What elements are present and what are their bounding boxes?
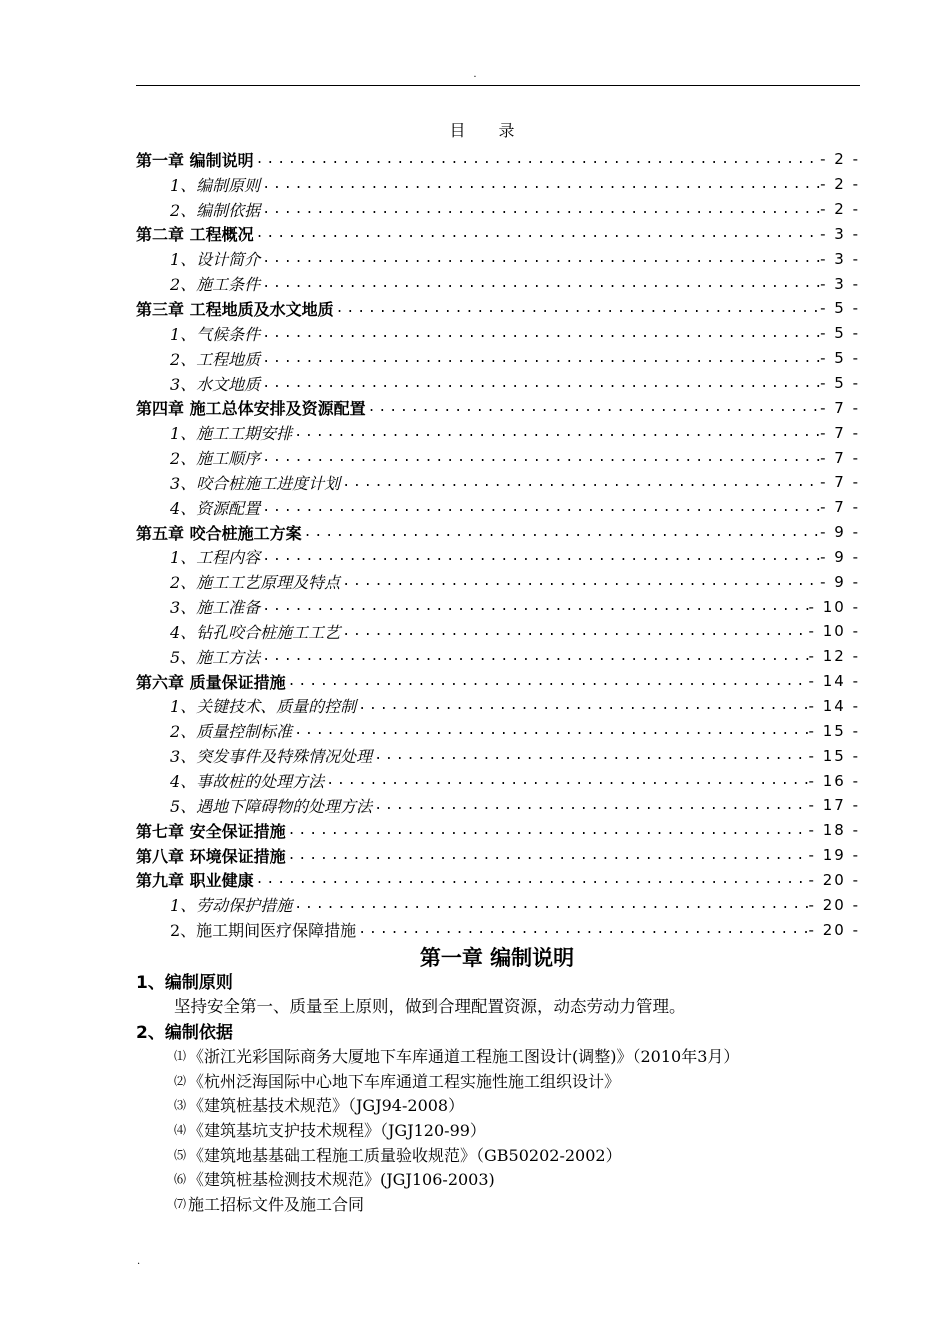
toc-page-number: - 20 - <box>808 870 860 889</box>
toc-entry-text: 1、施工工期安排 <box>170 424 293 444</box>
toc-leader-dots <box>286 848 809 863</box>
toc-page-number: - 7 - <box>820 448 860 467</box>
toc-page-number: - 9 - <box>820 572 860 591</box>
reference-text: 《建筑基坑支护技术规程》（JGJ120-99） <box>188 1120 486 1140</box>
reference-text: 《建筑桩基技术规范》（JGJ94-2008） <box>188 1096 465 1116</box>
toc-section-entry[interactable] <box>136 172 860 197</box>
toc-leader-dots <box>356 698 808 713</box>
toc-section-entry[interactable] <box>136 445 860 470</box>
toc-entry-text: 第三章 工程地质及水文地质 <box>136 299 334 319</box>
toc-entry-text: 5、遇地下障碍物的处理方法 <box>170 796 373 816</box>
toc-leader-dots <box>340 624 808 639</box>
toc-entry-text: 2、施工工艺原理及特点 <box>170 573 341 593</box>
reference-number: ⑺ <box>174 1196 187 1211</box>
toc-page-number: - 9 - <box>820 523 860 542</box>
toc-leader-dots <box>260 351 820 366</box>
toc-entry-text: 第二章 工程概况 <box>136 225 254 245</box>
toc-entry-text: 第七章 安全保证措施 <box>136 821 286 841</box>
toc-entry-text: 1、工程内容 <box>170 548 261 568</box>
toc-leader-dots <box>260 649 808 664</box>
toc-leader-dots <box>292 723 808 738</box>
toc-section-entry[interactable] <box>136 768 860 793</box>
toc-page-number: - 5 - <box>820 299 860 318</box>
section-heading-principles: 1、编制原则 <box>136 973 233 993</box>
toc-entry-text: 1、编制原则 <box>170 175 261 195</box>
toc-entry-text: 4、事故桩的处理方法 <box>170 772 325 792</box>
toc-page-number: - 19 - <box>808 846 860 865</box>
toc-leader-dots <box>260 549 820 564</box>
toc-section-entry[interactable] <box>136 718 860 743</box>
toc-leader-dots <box>260 599 808 614</box>
header-rule <box>136 85 860 86</box>
reference-number: ⑹ <box>174 1172 187 1187</box>
toc-section-entry[interactable] <box>136 743 860 768</box>
toc-entry-text: 第四章 施工总体安排及资源配置 <box>136 399 366 419</box>
toc-entry-text: 第五章 咬合桩施工方案 <box>136 523 302 543</box>
toc-leader-dots <box>260 177 820 192</box>
toc-entry-text: 3、突发事件及特殊情况处理 <box>170 747 373 767</box>
toc-page-number: - 3 - <box>820 249 860 268</box>
toc-section-entry[interactable] <box>136 594 860 619</box>
toc-leader-dots <box>254 226 821 241</box>
toc-page-number: - 2 - <box>820 150 860 169</box>
toc-section-entry[interactable] <box>136 495 860 520</box>
toc-title: 目 录 <box>449 121 529 140</box>
toc-section-entry[interactable] <box>136 545 860 570</box>
toc-page-number: - 7 - <box>820 473 860 492</box>
toc-entry-text: 第八章 环境保证措施 <box>136 846 286 866</box>
toc-leader-dots <box>324 773 808 788</box>
reference-item <box>174 1092 739 1117</box>
toc-chapter-entry[interactable] <box>136 669 860 694</box>
toc-entry-text: 3、施工准备 <box>170 598 261 618</box>
toc-section-entry[interactable] <box>136 793 860 818</box>
toc-leader-dots <box>366 400 821 415</box>
toc-leader-dots <box>254 152 821 167</box>
toc-entry-text: 5、施工方法 <box>170 647 261 667</box>
toc-entry-text: 2、施工期间医疗保障措施 <box>170 921 357 941</box>
toc-page-number: - 17 - <box>808 796 860 815</box>
toc-leader-dots <box>286 674 809 689</box>
toc-entry-text: 2、工程地质 <box>170 349 261 369</box>
toc-chapter-entry[interactable] <box>136 222 860 247</box>
toc-leader-dots <box>302 525 821 540</box>
toc-section-entry[interactable] <box>136 197 860 222</box>
reference-item <box>174 1068 739 1093</box>
toc-chapter-entry[interactable] <box>136 395 860 420</box>
toc-section-entry[interactable] <box>136 246 860 271</box>
footer-mark: . <box>137 1256 141 1267</box>
toc-leader-dots <box>356 922 808 937</box>
toc-section-entry[interactable] <box>136 644 860 669</box>
toc-chapter-entry[interactable] <box>136 867 860 892</box>
reference-number: ⑷ <box>174 1122 187 1137</box>
toc-entry-text: 1、气候条件 <box>170 324 261 344</box>
toc-chapter-entry[interactable] <box>136 147 860 172</box>
toc-section-entry[interactable] <box>136 420 860 445</box>
toc-entry-text: 4、资源配置 <box>170 498 261 518</box>
section-paragraph-principles: 坚持安全第一、质量至上原则，做到合理配置资源，动态劳动力管理。 <box>174 997 686 1016</box>
toc-leader-dots <box>260 276 820 291</box>
toc-entry-text: 2、施工顺序 <box>170 449 261 469</box>
reference-number: ⑸ <box>174 1147 187 1162</box>
toc-leader-dots <box>260 376 820 391</box>
toc-leader-dots <box>260 450 820 465</box>
toc-leader-dots <box>254 872 809 887</box>
toc-section-entry[interactable] <box>136 470 860 495</box>
toc-entry-text: 1、设计简介 <box>170 250 261 270</box>
reference-text: 《建筑地基基础工程施工质量验收规范》（GB50202-2002） <box>188 1145 622 1165</box>
toc-page-number: - 5 - <box>820 349 860 368</box>
chapter-title: 第一章 编制说明 <box>419 946 575 970</box>
toc-entry-text: 第一章 编制说明 <box>136 150 254 170</box>
toc-leader-dots <box>340 574 820 589</box>
toc-page-number: - 2 - <box>820 175 860 194</box>
reference-list <box>174 1043 739 1216</box>
toc-section-entry[interactable] <box>136 271 860 296</box>
toc-entry-text: 第六章 质量保证措施 <box>136 672 286 692</box>
toc-page-number: - 15 - <box>808 721 860 740</box>
table-of-contents <box>136 147 860 942</box>
reference-number: ⑶ <box>174 1098 187 1113</box>
reference-number: ⑵ <box>174 1073 187 1088</box>
toc-chapter-entry[interactable] <box>136 818 860 843</box>
toc-chapter-entry[interactable] <box>136 520 860 545</box>
toc-leader-dots <box>340 475 820 490</box>
toc-page-number: - 10 - <box>808 622 860 641</box>
toc-page-number: - 9 - <box>820 547 860 566</box>
toc-entry-text: 1、关键技术、质量的控制 <box>170 697 357 717</box>
toc-entry-text: 2、编制依据 <box>170 200 261 220</box>
toc-page-number: - 5 - <box>820 374 860 393</box>
toc-entry-text: 3、咬合桩施工进度计划 <box>170 473 341 493</box>
toc-page-number: - 14 - <box>808 672 860 691</box>
toc-page-number: - 5 - <box>820 324 860 343</box>
toc-leader-dots <box>260 251 820 266</box>
toc-entry-text: 2、质量控制标准 <box>170 722 293 742</box>
reference-text: 《杭州泛海国际中心地下车库通道工程实施性施工组织设计》 <box>188 1071 621 1091</box>
reference-text: 《建筑桩基检测技术规范》(JGJ106-2003) <box>188 1170 495 1190</box>
toc-entry-text: 1、劳动保护措施 <box>170 896 293 916</box>
toc-entry-text: 3、水文地质 <box>170 374 261 394</box>
toc-section-entry[interactable] <box>136 917 860 942</box>
reference-number: ⑴ <box>174 1048 187 1063</box>
toc-chapter-entry[interactable] <box>136 843 860 868</box>
toc-page-number: - 7 - <box>820 423 860 442</box>
header-mark: . <box>473 69 477 80</box>
toc-page-number: - 15 - <box>808 746 860 765</box>
toc-entry-text: 4、钻孔咬合桩施工工艺 <box>170 622 341 642</box>
toc-page-number: - 2 - <box>820 200 860 219</box>
toc-page-number: - 3 - <box>820 274 860 293</box>
toc-entry-text: 2、施工条件 <box>170 275 261 295</box>
toc-entry-text: 第九章 职业健康 <box>136 871 254 891</box>
toc-leader-dots <box>286 823 809 838</box>
toc-page-number: - 16 - <box>808 771 860 790</box>
toc-leader-dots <box>260 326 820 341</box>
toc-leader-dots <box>372 748 808 763</box>
section-heading-basis: 2、编制依据 <box>136 1023 233 1043</box>
toc-section-entry[interactable] <box>136 371 860 396</box>
toc-page-number: - 18 - <box>808 821 860 840</box>
toc-page-number: - 10 - <box>808 597 860 616</box>
toc-page-number: - 7 - <box>820 398 860 417</box>
toc-page-number: - 3 - <box>820 224 860 243</box>
toc-section-entry[interactable] <box>136 346 860 371</box>
reference-item <box>174 1142 739 1167</box>
reference-item <box>174 1117 739 1142</box>
toc-section-entry[interactable] <box>136 694 860 719</box>
toc-leader-dots <box>292 425 820 440</box>
reference-text: 施工招标文件及施工合同 <box>188 1194 365 1214</box>
toc-leader-dots <box>292 897 808 912</box>
toc-page-number: - 14 - <box>808 696 860 715</box>
toc-leader-dots <box>372 798 808 813</box>
toc-leader-dots <box>260 500 820 515</box>
toc-section-entry[interactable] <box>136 569 860 594</box>
toc-page-number: - 7 - <box>820 498 860 517</box>
toc-page-number: - 20 - <box>808 920 860 939</box>
reference-text: 《浙江光彩国际商务大厦地下车库通道工程施工图设计(调整)》（2010年3月） <box>188 1046 740 1066</box>
reference-item <box>174 1166 739 1191</box>
toc-section-entry[interactable] <box>136 892 860 917</box>
reference-item <box>174 1191 739 1216</box>
toc-page-number: - 20 - <box>808 895 860 914</box>
toc-chapter-entry[interactable] <box>136 296 860 321</box>
toc-leader-dots <box>260 202 820 217</box>
toc-section-entry[interactable] <box>136 321 860 346</box>
reference-item <box>174 1043 739 1068</box>
toc-section-entry[interactable] <box>136 619 860 644</box>
toc-page-number: - 12 - <box>808 647 860 666</box>
toc-leader-dots <box>334 301 821 316</box>
